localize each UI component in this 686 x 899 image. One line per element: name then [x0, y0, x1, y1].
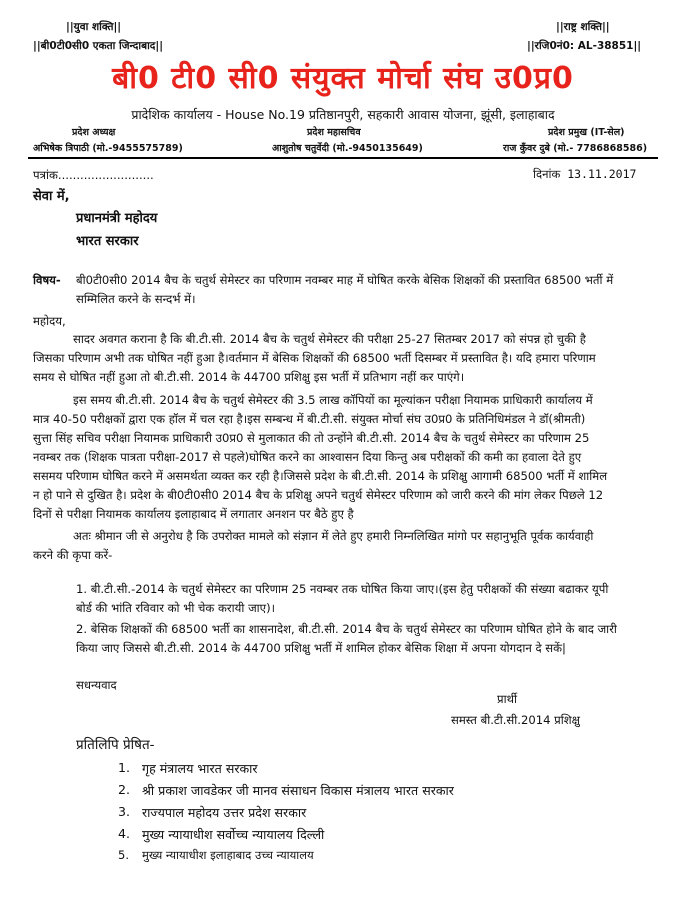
header-divider	[28, 157, 658, 159]
paragraph-3	[33, 527, 658, 565]
paragraph-2-line: ससमय परिणाम घोषित करने में असमर्थता व्यक्त कर रही है।जिससे प्रदेश के बी.टी.सी. 2014 के प्रशिक्षु आगामी 68500 भर्ती में शामिल	[33, 469, 608, 483]
paragraph-2-line: न हो पाने से दुखित है। प्रदेश के बी0टी0सी0 2014 बैच के प्रशिक्षु अपने चतुर्थ सेमेस्टर परिणाम को जारी करने की मांग लेकर पिछले 12	[33, 488, 604, 502]
subject-label: विषय-	[33, 273, 61, 287]
greeting: महोदय,	[33, 314, 66, 328]
paragraph-2-line: सुत्ता सिंह सचिव परीक्षा नियामक प्राधिकारी उ0प्र0 से मुलाकात की तो उन्होंने बी.टी.सी. 2014 बैच के चतुर्थ सेमेस्टर का परिणाम 25	[33, 431, 590, 445]
paragraph-2-line: इस समय बी.टी.सी. 2014 बैच के चतुर्थ सेमेस्टर की 3.5 लाख कॉपियों का मूल्यांकन परीक्षा नियामक प्राधिकारी कार्यालय में	[73, 393, 593, 407]
copy-item-text: श्री प्रकाश जावडेकर जी मानव संसाधन विकास मंत्रालय भारत सरकार	[142, 783, 454, 798]
registration-number: ||रजि0नं0: AL-38851||	[527, 40, 642, 52]
motto-left: ||युवा शक्ति||	[66, 21, 122, 33]
reference-number: पत्रांक..........................	[33, 168, 154, 182]
paragraph-2-line: नवम्बर तक (शिक्षक पात्रता परीक्षा-2017 से पहले)घोषित करने का आश्वासन दिया किन्तु अब परीक्षकों की कमी का हवाला देते हुए	[33, 450, 582, 464]
demand-2	[76, 620, 656, 658]
signer-label: प्रार्थी	[497, 692, 518, 706]
paragraph-2-line: दिनों से परीक्षा नियामक कार्यालय इलाहाबाद में लगातार अनशन पर बैठे हुए है	[33, 507, 354, 521]
paragraph-1-line: जिसका परिणाम अभी तक घोषित नहीं हुआ है।वर्तमान में बेसिक शिक्षकों की 68500 भर्ती दिसम्बर में प्रस्तावित है। यदि हमारा परिणाम	[33, 351, 596, 365]
closing: सधन्यवाद	[76, 678, 117, 692]
paragraph-3-line: करने की कृपा करें-	[33, 548, 113, 562]
paragraph-1	[33, 330, 658, 387]
official-contact-secretary: आशुतोष चतुर्वेदी (मो.-9450135649)	[272, 143, 423, 154]
demand-2-line: किया जाए जिससे बी.टी.सी. 2014 के 44700 प्रशिक्षु भर्ती में शामिल होकर बेसिक शिक्षा में अपना योगदान दे सकें|	[76, 641, 566, 655]
signer-name: समस्त बी.टी.सी.2014 प्रशिक्षु	[451, 713, 580, 727]
copy-item-text: मुख्य न्यायाधीश इलाहाबाद उच्च न्यायालय	[142, 848, 314, 862]
demand-2-line: 2. बेसिक शिक्षकों की 68500 भर्ती का शासनादेश, बी.टी.सी. 2014 बैच के चतुर्थ सेमेस्टर का परिणाम घोषित होने के बाद जारी	[76, 622, 617, 636]
official-role-president: प्रदेश अध्यक्ष	[72, 127, 116, 138]
office-address: प्रादेशिक कार्यालय - House No.19 प्रतिष्ठानपुरी, सहकारी आवास योजना, झूंसी, इलाहाबाद	[131, 107, 555, 122]
demand-1	[76, 580, 656, 618]
copy-item-number: 1.	[118, 760, 131, 775]
subject-line-1: बी0टी0सी0 2014 बैच के चतुर्थ सेमेस्टर का परिणाम नवम्बर माह में घोषित करके बेसिक शिक्षकों की प्रस्तावित 68500 भर्ती में	[76, 273, 614, 287]
demand-1-line: 1. बी.टी.सी.-2014 के चतुर्थ सेमेस्टर का परिणाम 25 नवम्बर तक घोषित किया जाए।(इस हेतु परीक्षकों की संख्या बढाकर यूपी	[76, 582, 609, 596]
subject-line-2: सम्मिलित करने के सन्दर्भ में।	[76, 292, 196, 306]
official-contact-president: अभिषेक त्रिपाठी (मो.-9455575789)	[33, 143, 183, 154]
motto-right: ||राष्ट्र शक्ति||	[556, 21, 610, 33]
recipient-line-1: प्रधानमंत्री महोदय	[76, 211, 158, 226]
copy-item-number: 4.	[118, 826, 131, 841]
paragraph-2-line: मात्र 40-50 परीक्षकों द्वारा एक हॉल में चल रहा है।इस सम्बन्ध में बी.टी.सी. संयुक्त मोर्चा संघ उ0प्र0 के प्रतिनिधिमंडल ने डॉ(श्रीमती)	[33, 412, 586, 426]
recipient-line-2: भारत सरकार	[76, 234, 139, 249]
paragraph-1-line: समय से घोषित नहीं हुआ तो बी.टी.सी. 2014 के 44700 प्रशिक्षु इस भर्ती में प्रतिभाग नहीं कर पाएंगे।	[33, 370, 465, 384]
demand-1-line: बोर्ड की भांति रविवार को भी चेक करायी जाए)।	[76, 601, 275, 615]
official-role-secretary: प्रदेश महासचिव	[307, 127, 361, 138]
copies-heading: प्रतिलिपि प्रेषित-	[76, 737, 155, 753]
paragraph-3-line: अतः श्रीमान जी से अनुरोध है कि उपरोक्त मामले को संज्ञान में लेते हुए हमारी निम्नलिखित मांगो पर सहानुभूति पूर्वक कार्यवाही	[73, 529, 594, 543]
organization-name: बी0 टी0 सी0 संयुक्त मोर्चा संघ उ0प्र0	[112, 61, 574, 96]
salutation-to: सेवा में,	[33, 189, 70, 204]
official-role-it-head: प्रदेश प्रमुख (IT-सेल)	[548, 127, 625, 138]
copy-item-number: 3.	[118, 804, 131, 819]
copy-item-text: मुख्य न्यायाधीश सर्वोच्च न्यायालय दिल्ली	[142, 827, 325, 842]
paragraph-2	[33, 391, 658, 524]
slogan: ||बी0टी0सी0 एकता जिन्दाबाद||	[33, 40, 164, 52]
copy-item-text: राज्यपाल महोदय उत्तर प्रदेश सरकार	[142, 805, 307, 820]
copy-item-number: 5.	[118, 848, 129, 862]
copy-item-text: गृह मंत्रालय भारत सरकार	[142, 761, 258, 776]
official-contact-it-head: राज कुँवर दुबे (मो.- 7786868586)	[503, 143, 648, 154]
paragraph-1-line: सादर अवगत कराना है कि बी.टी.सी. 2014 बैच के चतुर्थ सेमेस्टर की परीक्षा 25-27 सितम्बर 2017 को संपन्न हो चुकी है	[73, 332, 586, 346]
letter-date: दिनांक 13.11.2017	[533, 167, 637, 181]
copy-item-number: 2.	[118, 782, 131, 797]
